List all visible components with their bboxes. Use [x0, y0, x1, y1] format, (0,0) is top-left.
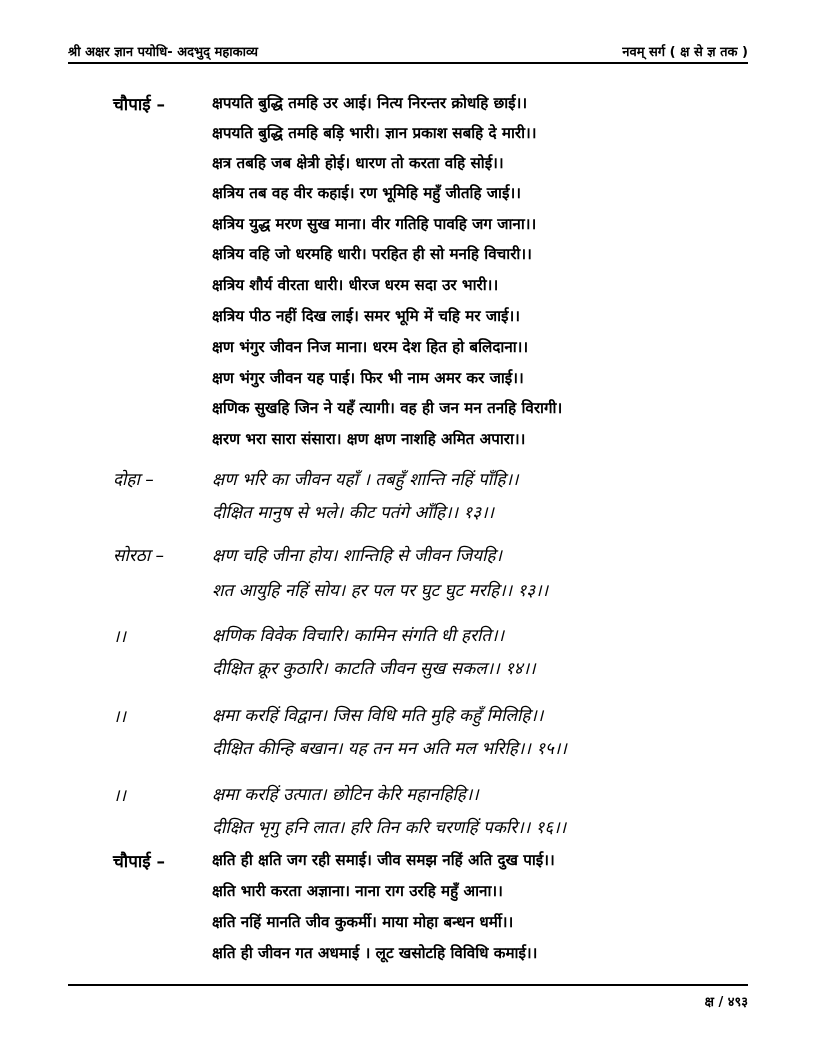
verse-line: क्षति भारी करता अज्ञाना। नाना राग उरहि महुँ आना।। [212, 882, 503, 900]
verse-line: क्षति ही जीवन गत अधमाई । लूट खसोटहि विविधि कमाई।। [212, 944, 538, 962]
verse-line: दीक्षित मानुष से भले। कीट पतंगे आँहि।। १३।। [212, 503, 494, 523]
section-label: दोहा – [113, 470, 154, 490]
verse-line: क्षत्रिय शौर्य वीरता धारी। धीरज धरम सदा उर भारी।। [212, 276, 499, 294]
verse-line: क्षपयति बुद्धि तमहि बड़ि भारी। ज्ञान प्रकाश सबहि दे मारी।। [212, 124, 537, 142]
section-label: ।। [113, 786, 126, 806]
verse-line: क्षत्रिय वहि जो धरमहि धारी। परहित ही सो मनहि विचारी।। [212, 245, 532, 263]
section-label: ।। [113, 707, 126, 727]
verse-line: शत आयुहि नहिं सोय। हर पल पर घुट घुट मरहि।। १३।। [212, 581, 549, 601]
header-left-title: श्री अक्षर ज्ञान पयोधि- अदभुद् महाकाव्य [68, 45, 258, 60]
verse-line: क्षत्रिय युद्ध मरण सुख माना। वीर गतिहि पावहि जग जाना।। [212, 215, 537, 233]
section-label: ।। [113, 627, 126, 647]
section-label: चौपाई – [113, 95, 166, 115]
verse-line: क्षपयति बुद्धि तमहि उर आई। नित्य निरन्तर क्रोधहि छाई।। [212, 94, 528, 112]
verse-line: क्षण चहि जीना होय। शान्तिहि से जीवन जियहि। [212, 546, 502, 566]
verse-line: दीक्षित कीन्हि बखान। यह तन मन अति मल भरिहि।। १५।। [212, 739, 567, 759]
verse-line: क्षत्र तबहि जब क्षेत्री होई। धारण तो करता वहि सोई।। [212, 154, 504, 172]
footer-rule [68, 984, 748, 986]
verse-line: क्षणिक विवेक विचारि। कामिन संगति धी हरति।। [212, 626, 505, 646]
verse-line: क्षण भरि का जीवन यहाँ । तबहुँ शान्ति नहिं पाँहि।। [212, 470, 519, 490]
verse-line: क्षति नहिं मानति जीव कुकर्मी। माया मोहा बन्धन धर्मी।। [212, 913, 514, 931]
verse-line: क्षरण भरा सारा संसारा। क्षण क्षण नाशहि अमित अपारा।। [212, 430, 526, 448]
verse-line: क्षत्रिय पीठ नहीं दिख लाई। समर भूमि में चहि मर जाई।। [212, 307, 521, 325]
verse-line: क्षति ही क्षति जग रही समाई। जीव समझ नहिं अति दुख पाई।। [212, 851, 555, 869]
page-number: क्ष / ४९३ [704, 995, 748, 1010]
header-right-title: नवम् सर्ग ( क्ष से ज्ञ तक ) [622, 45, 748, 60]
verse-line: क्षण भंगुर जीवन निज माना। धरम देश हित हो बलिदाना।। [212, 338, 529, 356]
verse-line: दीक्षित भृगु हनि लात। हरि तिन करि चरणहिं पकरि।। १६।। [212, 818, 567, 838]
verse-line: क्षणिक सुखहि जिन ने यहँ त्यागी। वह ही जन मन तनहि विरागी। [212, 399, 563, 417]
verse-line: क्षमा करहिं विद्वान। जिस विधि मति मुहि कहुँ मिलिहि।। [212, 706, 544, 726]
section-label: सोरठा – [113, 546, 165, 566]
verse-line: क्षण भंगुर जीवन यह पाई। फिर भी नाम अमर कर जाई।। [212, 369, 524, 387]
verse-line: दीक्षित क्रूर कुठारि। काटति जीवन सुख सकल।। १४।। [212, 659, 536, 679]
verse-line: क्षमा करहिं उत्पात। छोटिन केरि महानहिहि।। [212, 785, 479, 805]
section-label: चौपाई – [113, 852, 166, 872]
verse-line: क्षत्रिय तब वह वीर कहाई। रण भूमिहि महुँ जीतहि जाई।। [212, 184, 521, 202]
